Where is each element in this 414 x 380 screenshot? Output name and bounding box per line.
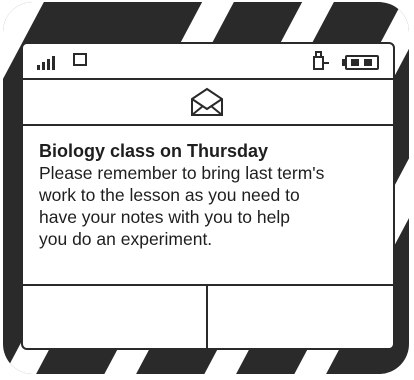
message-content: [39, 140, 384, 250]
right-softkey[interactable]: [208, 286, 393, 350]
sim-card-icon: [73, 53, 87, 66]
phone-device: [3, 2, 409, 374]
left-softkey[interactable]: [23, 286, 208, 350]
envelope-icon: [189, 86, 225, 118]
softkey-bar: [23, 284, 393, 350]
message-header: [23, 80, 393, 126]
connector-icon: [311, 51, 331, 71]
message-subject: Biology class on Thursday: [39, 141, 269, 161]
status-bar: [23, 44, 393, 80]
signal-strength-icon: [37, 54, 63, 70]
battery-icon: [345, 55, 379, 70]
phone-screen: [21, 42, 395, 350]
message-body: Please remember to bring last term's work to the lesson as you need to have your notes with you to help you do an experiment.: [39, 163, 325, 249]
